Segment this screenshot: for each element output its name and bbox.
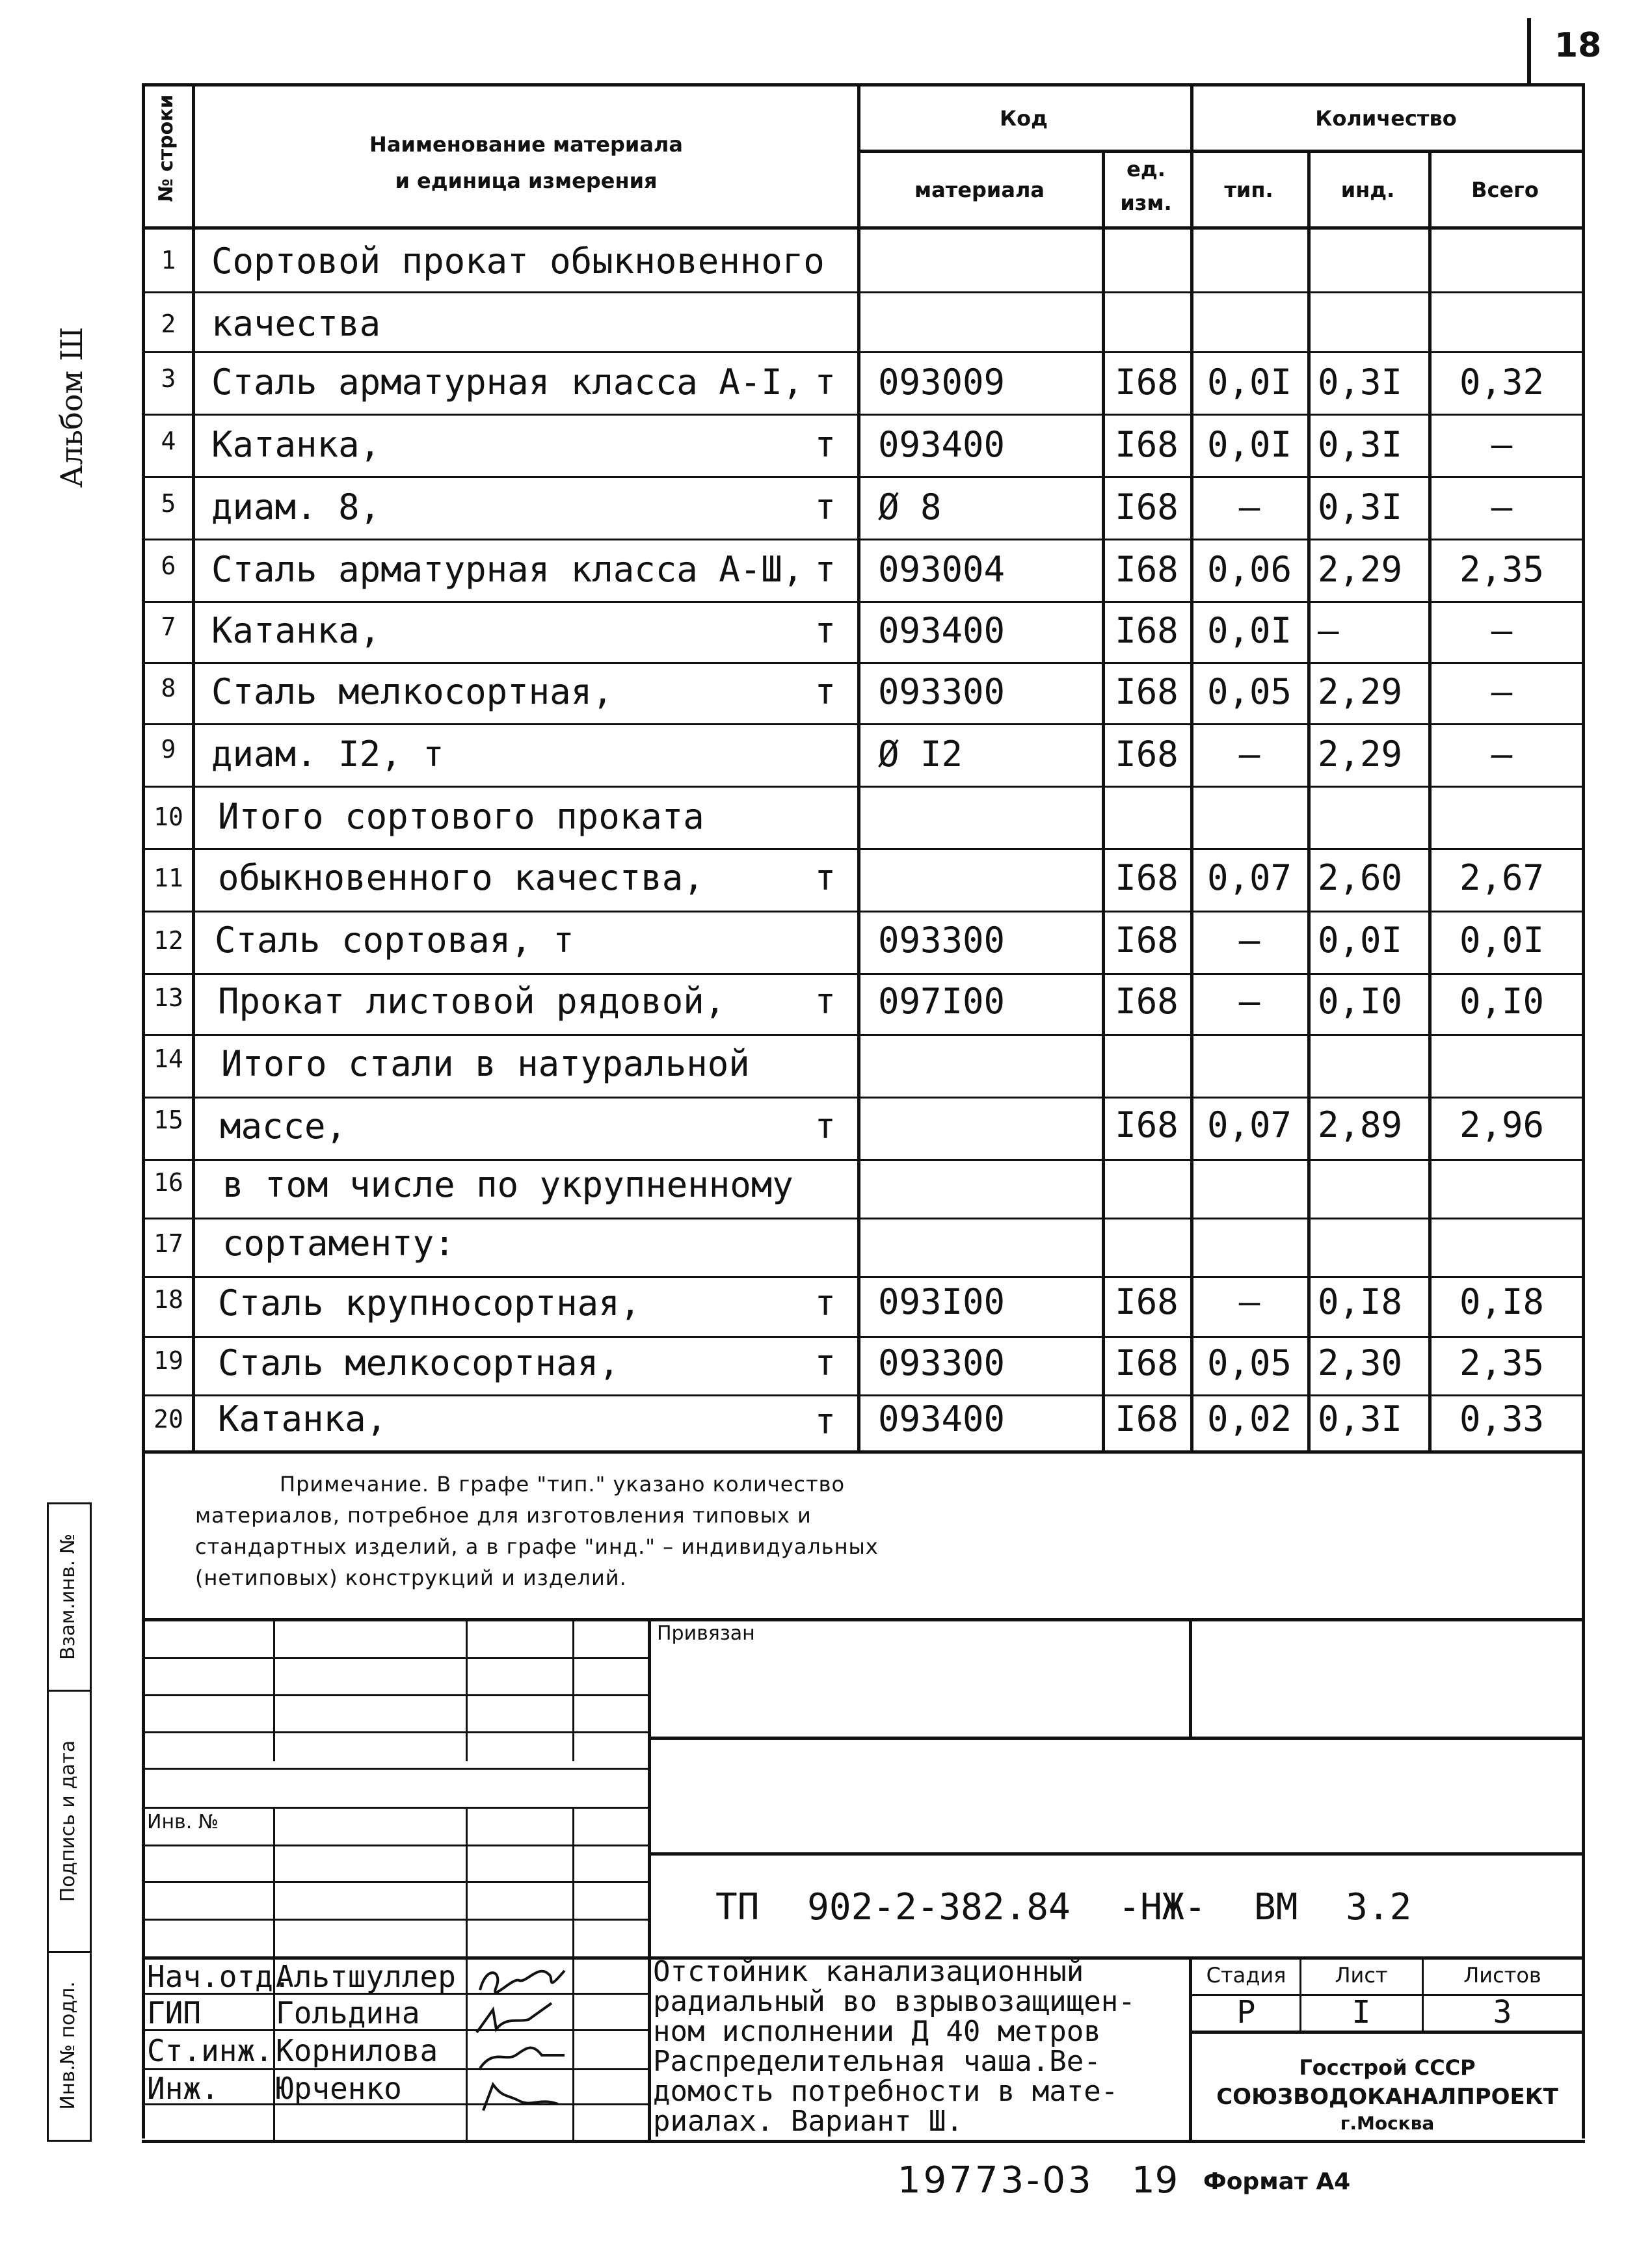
unit: т — [814, 1342, 836, 1383]
row-number: 16 — [153, 1168, 183, 1197]
material-code: 093009 — [878, 362, 1006, 403]
row-number: 2 — [161, 310, 176, 338]
drawing-title-line: радиальный во взрывозащищен- — [653, 1985, 1136, 2018]
qty-typ: 0,0I — [1206, 424, 1292, 465]
stamp-vzam-inv: Взам.инв. № — [57, 1533, 79, 1660]
header-material: материала — [914, 178, 1045, 202]
qty-typ: 0,06 — [1206, 549, 1292, 590]
sheet-label: Лист — [1335, 1963, 1388, 1988]
measure-code: I68 — [1115, 610, 1179, 651]
material-code: 093400 — [878, 1398, 1006, 1439]
qty-ind: 0,3I — [1318, 362, 1403, 403]
header-total: Всего — [1471, 178, 1539, 202]
person-name: Гольдина — [276, 1995, 420, 2031]
header-quantity: Количество — [1315, 106, 1457, 131]
header-row-number: № строки — [155, 94, 178, 202]
header-typ: тип. — [1224, 178, 1273, 202]
qty-ind: 0,I8 — [1318, 1281, 1403, 1322]
row-number: 11 — [153, 864, 183, 892]
row-number: 19 — [153, 1346, 183, 1375]
unit: т — [814, 1283, 836, 1324]
material-code: Ø 8 — [878, 486, 942, 527]
material-name: Сталь мелкосортная, — [218, 1342, 620, 1383]
qty-total: 0,32 — [1459, 362, 1545, 403]
unit: т — [814, 981, 836, 1022]
measure-code: I68 — [1115, 549, 1179, 590]
measure-code: I68 — [1115, 857, 1179, 898]
material-code: 093I00 — [878, 1281, 1006, 1322]
stage-label: Стадия — [1206, 1963, 1286, 1988]
material-code: 097I00 — [878, 981, 1006, 1022]
qty-typ: – — [1238, 920, 1260, 961]
stamp-inv-podl: Инв.№ подл. — [57, 1981, 79, 2110]
role-label: ГИП — [147, 1995, 202, 2031]
qty-ind: 2,29 — [1318, 549, 1403, 590]
qty-total: – — [1491, 486, 1513, 527]
material-name: обыкновенного качества, — [218, 857, 704, 898]
drawing-title-line: Отстойник канализационный — [653, 1955, 1084, 1988]
row-number: 4 — [161, 427, 176, 455]
signatures — [467, 1958, 578, 2140]
material-code: 093300 — [878, 920, 1006, 961]
role-label: Ст.инж. — [147, 2033, 273, 2068]
note-line: (нетиповых) конструкций и изделий. — [195, 1565, 627, 1590]
qty-total: 2,35 — [1459, 549, 1545, 590]
material-code: 093004 — [878, 549, 1006, 590]
qty-total: – — [1491, 734, 1513, 775]
measure-code: I68 — [1115, 1281, 1179, 1322]
row-number: 13 — [153, 983, 183, 1012]
unit: т — [814, 1106, 836, 1147]
stamp-signature-date: Подпись и дата — [57, 1740, 79, 1902]
row-number: 10 — [153, 803, 183, 831]
unit: т — [814, 362, 836, 403]
material-name: Итого сортового проката — [218, 796, 704, 837]
qty-total: 0,0I — [1459, 920, 1545, 961]
drawing-title-line: Распределительная чаша.Ве- — [653, 2045, 1101, 2078]
qty-total: – — [1491, 671, 1513, 712]
material-name: массе, — [220, 1106, 347, 1147]
qty-typ: 0,02 — [1206, 1398, 1292, 1439]
drawing-title-line: ном исполнении Д 40 метров — [653, 2015, 1101, 2048]
material-name: диам. 8, — [211, 486, 381, 527]
material-code: 093300 — [878, 1342, 1006, 1383]
header-name-line1: Наименование материала — [369, 132, 683, 157]
qty-total: – — [1491, 424, 1513, 465]
unit: т — [814, 1401, 836, 1442]
qty-total: 2,96 — [1459, 1104, 1545, 1145]
measure-code: I68 — [1115, 362, 1179, 403]
role-label: Инж. — [147, 2071, 219, 2106]
measure-code: I68 — [1115, 1104, 1179, 1145]
material-name: Катанка, — [218, 1398, 388, 1439]
unit: т — [814, 671, 836, 712]
unit: т — [814, 857, 836, 898]
qty-ind: 0,I0 — [1318, 981, 1403, 1022]
row-number: 17 — [153, 1229, 183, 1258]
page-number: 18 — [1554, 26, 1602, 65]
row-number: 6 — [161, 552, 176, 580]
qty-total: 0,I0 — [1459, 981, 1545, 1022]
qty-ind: 2,89 — [1318, 1104, 1403, 1145]
material-code: 093400 — [878, 424, 1006, 465]
material-name: Итого стали в натуральной — [221, 1043, 750, 1084]
qty-typ: 0,05 — [1206, 1342, 1292, 1383]
org-name: СОЮЗВОДОКАНАЛПРОЕКТ — [1216, 2084, 1558, 2110]
sheets-label: Листов — [1463, 1963, 1541, 1988]
qty-typ: – — [1238, 981, 1260, 1022]
note-line: стандартных изделий, а в графе "инд." – индивидуальных — [195, 1534, 879, 1559]
material-name: Прокат листовой рядовой, — [218, 981, 726, 1022]
sheet-value: I — [1352, 1994, 1371, 2031]
qty-typ: 0,07 — [1206, 1104, 1292, 1145]
qty-ind: 0,3I — [1318, 424, 1403, 465]
person-name: Юрченко — [276, 2071, 402, 2106]
material-name: Сортовой прокат обыкновенного — [211, 241, 825, 282]
stage-value: Р — [1236, 1994, 1256, 2031]
qty-ind: 0,3I — [1318, 486, 1403, 527]
header-ind: инд. — [1340, 178, 1395, 202]
measure-code: I68 — [1115, 734, 1179, 775]
org-line: Госстрой СССР — [1299, 2055, 1476, 2080]
measure-code: I68 — [1115, 671, 1179, 712]
privyazan-label: Привязан — [657, 1622, 755, 1645]
qty-total: 2,35 — [1459, 1342, 1545, 1383]
material-name: Сталь сортовая, т — [215, 920, 574, 961]
drawing-title-line: домость потребности в мате- — [653, 2075, 1119, 2108]
org-city: г.Москва — [1340, 2112, 1435, 2134]
qty-total: 0,I8 — [1459, 1281, 1545, 1322]
person-name: Корнилова — [276, 2033, 438, 2068]
row-number: 8 — [161, 674, 176, 702]
measure-code: I68 — [1115, 981, 1179, 1022]
material-code: Ø I2 — [878, 734, 963, 775]
qty-ind: 2,60 — [1318, 857, 1403, 898]
unit: т — [814, 486, 836, 527]
row-number: 20 — [153, 1405, 183, 1433]
qty-typ: – — [1238, 1281, 1260, 1322]
qty-ind: 2,30 — [1318, 1342, 1403, 1383]
material-name: Сталь крупносортная, — [218, 1283, 641, 1324]
material-name: сортаменту: — [222, 1223, 455, 1264]
qty-typ: – — [1238, 734, 1260, 775]
qty-typ: 0,0I — [1206, 610, 1292, 651]
material-name: Катанка, — [211, 424, 381, 465]
archive-number: 19773-03 — [898, 2159, 1094, 2202]
qty-total: – — [1491, 610, 1513, 651]
material-name: Сталь арматурная класса А-Ш, — [211, 549, 804, 590]
note-line: Примечание. В графе "тип." указано количество — [280, 1472, 846, 1497]
unit: т — [814, 610, 836, 651]
person-name: Альтшуллер — [276, 1959, 456, 1994]
note-line: материалов, потребное для изготовления типовых и — [195, 1503, 812, 1528]
qty-ind: – — [1318, 610, 1339, 651]
inv-no-label: Инв. № — [147, 1811, 219, 1833]
material-name: диам. I2, т — [211, 734, 444, 775]
document-code: ТП 902-2-382.84 -НЖ- ВМ 3.2 — [715, 1886, 1412, 1928]
drawing-title-line: риалах. Вариант Ш. — [653, 2105, 963, 2138]
measure-code: I68 — [1115, 424, 1179, 465]
footer-page: 19 — [1132, 2159, 1179, 2202]
row-number: 15 — [153, 1106, 183, 1134]
material-name: Сталь мелкосортная, — [211, 671, 613, 712]
measure-code: I68 — [1115, 1398, 1179, 1439]
row-number: 1 — [161, 246, 176, 274]
material-code: 093400 — [878, 610, 1006, 651]
header-name-line2: и единица измерения — [395, 168, 658, 193]
material-name: качества — [211, 303, 381, 344]
qty-ind: 0,3I — [1318, 1398, 1403, 1439]
qty-ind: 2,29 — [1318, 671, 1403, 712]
row-number: 9 — [161, 735, 176, 764]
measure-code: I68 — [1115, 486, 1179, 527]
qty-total: 2,67 — [1459, 857, 1545, 898]
qty-typ: 0,0I — [1206, 362, 1292, 403]
header-code: Код — [1000, 106, 1048, 131]
qty-typ: 0,05 — [1206, 671, 1292, 712]
row-number: 5 — [161, 489, 176, 518]
qty-typ: 0,07 — [1206, 857, 1292, 898]
role-label: Нач.отд. — [147, 1959, 291, 1994]
qty-ind: 0,0I — [1318, 920, 1403, 961]
row-number: 3 — [161, 364, 176, 393]
measure-code: I68 — [1115, 1342, 1179, 1383]
material-name: в том числе по укрупненному — [222, 1164, 793, 1205]
row-number: 12 — [153, 926, 183, 955]
unit: т — [814, 549, 836, 590]
header-unit-2: изм. — [1120, 191, 1172, 215]
row-number: 18 — [153, 1285, 183, 1314]
material-code: 093300 — [878, 671, 1006, 712]
unit: т — [814, 424, 836, 465]
qty-total: 0,33 — [1459, 1398, 1545, 1439]
sheets-value: 3 — [1493, 1994, 1512, 2031]
material-name: Сталь арматурная класса А-I, — [211, 362, 804, 403]
format-label: Формат А4 — [1203, 2168, 1351, 2195]
row-number: 7 — [161, 613, 176, 641]
qty-ind: 2,29 — [1318, 734, 1403, 775]
album-label: Альбом Ш — [54, 326, 89, 488]
row-number: 14 — [153, 1045, 183, 1073]
qty-typ: – — [1238, 486, 1260, 527]
measure-code: I68 — [1115, 920, 1179, 961]
material-name: Катанка, — [211, 610, 381, 651]
header-unit-1: ед. — [1126, 157, 1166, 181]
